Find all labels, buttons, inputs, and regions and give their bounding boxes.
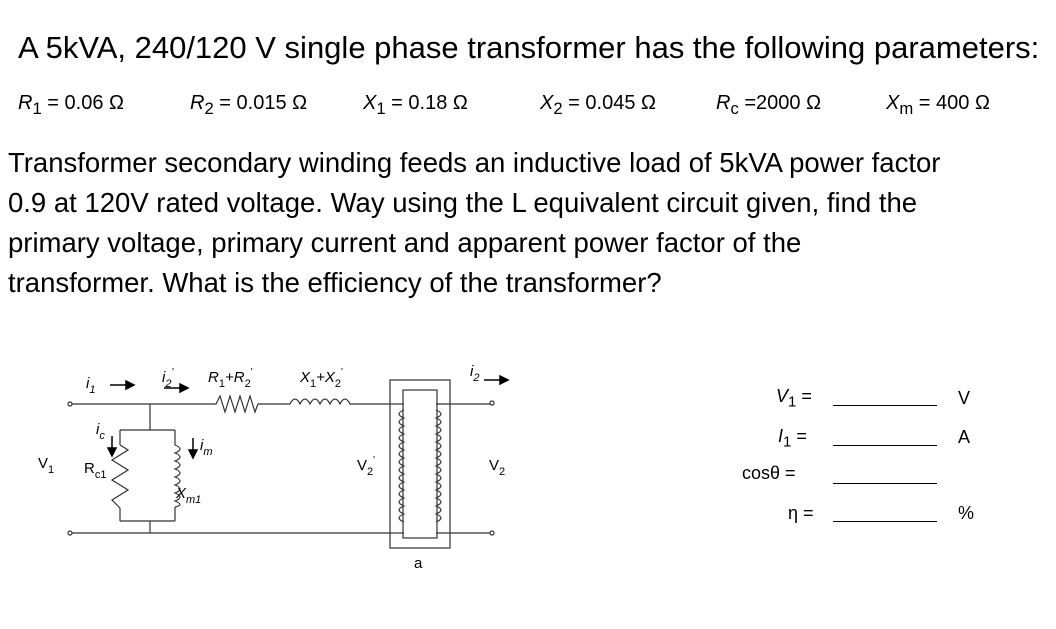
answer-power-factor: cosθ = <box>742 463 796 483</box>
ideal-transformer-core-inner <box>403 390 437 538</box>
core-loss-resistor <box>112 445 128 508</box>
label-v2: $V_2$ <box>489 457 506 478</box>
label-series-resistance: $R_1+R_2'$ <box>208 367 253 390</box>
unit-v: V <box>958 388 971 408</box>
label-i2-prime: $i_2'$ <box>162 367 174 390</box>
answer-efficiency-blank[interactable] <box>833 521 937 522</box>
series-resistor <box>72 396 290 412</box>
param-r1: $R_1 = 0.06$ Ω <box>18 92 124 118</box>
magnetizing-reactance <box>175 430 180 521</box>
param-xm: $X_m = 400$ Ω <box>886 92 990 118</box>
answer-efficiency: η = <box>788 503 814 523</box>
problem-line: transformer. What is the efficiency of the transformer? <box>8 267 662 298</box>
secondary-winding <box>436 410 441 522</box>
label-im: $i_m$ <box>200 437 213 458</box>
series-reactance <box>290 399 390 404</box>
terminal-primary-top <box>68 402 72 406</box>
shunt-branch-wires <box>120 404 175 533</box>
param-x2: $X_2 = 0.045$ Ω <box>540 92 656 118</box>
terminal-primary-bottom <box>68 531 72 535</box>
answer-power-factor-blank[interactable] <box>833 483 937 484</box>
answer-i1-blank[interactable] <box>833 445 937 446</box>
arrow-i2p-head <box>180 384 188 392</box>
arrow-i1-head <box>126 381 134 389</box>
arrow-im-head <box>189 450 197 458</box>
unit-percent: % <box>958 503 975 523</box>
problem-heading: A 5kVA, 240/120 V single phase transformer has the following parameters: <box>18 30 1040 65</box>
label-series-reactance: $X_1+X_2'$ <box>300 367 343 390</box>
label-v1: $V_1$ <box>38 455 55 476</box>
answer-i1: $I_1$ = <box>778 426 807 451</box>
problem-statement <box>8 143 1048 303</box>
label-v2-prime: $V_2'$ <box>357 455 376 478</box>
terminal-secondary-bottom <box>490 531 494 535</box>
label-i2: $i_2$ <box>470 363 480 384</box>
label-xm: $X_{m1}$ <box>176 485 202 506</box>
label-turns-ratio: a <box>414 555 423 572</box>
param-x1: $X_1 = 0.18$ Ω <box>363 92 468 118</box>
label-rc: $R_{c1}$ <box>84 460 107 481</box>
param-rc: $R_c =2000$ Ω <box>716 92 822 118</box>
answer-v1: $V_1$ = <box>776 386 812 411</box>
label-i1: $i_1$ <box>86 375 96 396</box>
unit-a: A <box>958 427 971 447</box>
label-ic: $i_c$ <box>96 421 105 442</box>
arrow-ic-head <box>108 448 116 456</box>
equivalent-circuit-diagram <box>0 350 620 590</box>
ideal-transformer-core <box>390 380 450 548</box>
answer-v1-blank[interactable] <box>833 405 937 406</box>
problem-line: 0.9 at 120V rated voltage. Way using the L equivalent circuit given, find the <box>8 187 918 218</box>
primary-winding <box>399 410 404 522</box>
param-r2: $R_2 = 0.015$ Ω <box>190 92 308 118</box>
terminal-secondary-top <box>490 401 494 405</box>
problem-line: Transformer secondary winding feeds an inductive load of 5kVA power factor <box>8 147 941 178</box>
problem-line: primary voltage, primary current and apparent power factor of the <box>8 227 802 258</box>
arrow-i2-head <box>500 376 508 384</box>
